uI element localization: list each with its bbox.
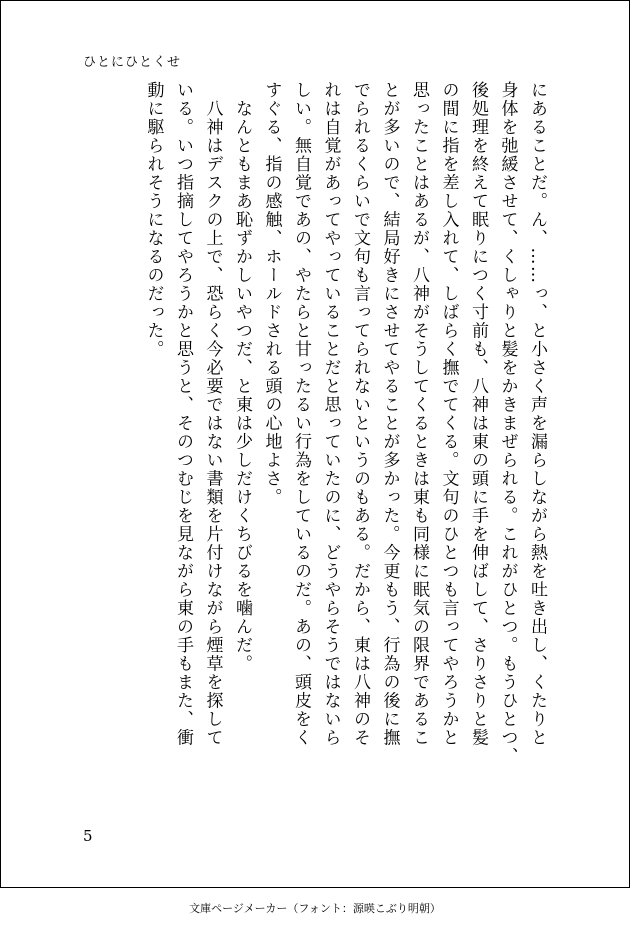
running-header-title: ひとにひとくせ xyxy=(83,55,182,70)
body-text xyxy=(138,81,551,821)
footer-credit: 文庫ページメーカー（フォント：源暎こぶり明朝） xyxy=(189,902,441,915)
page-number: 5 xyxy=(83,827,93,845)
paragraph-1: にあることだ。ん、……っ、と小さく声を漏らしながら熱を吐き出し、くたりと 身体を弛緩させて、くしゃりと髪をかきまぜられる。これがひとつ。もうひとつ、 後処理を終えて眠りにつく寸前も、八神は東の頭に手を伸ばして、さりさりと髪 の間に指を差し入れて、しばらく撫でてくる。文句のひとつも言ってやろうかと 思ったことはあるが、八神がそうしてくるときは東も同様に眠気の限界であるこ とが多いので、結局好きにさせてやることが多かった。今更もう、行為の後に撫 でられるくらいで文句も言ってられないというのもある。だから、東は八神のそ れは自覚があってやっていることだと思っていたのに、どうやらそうではないら しい。無自覚であの、やたらと甘ったるい行為をしているのだ。あの、頭皮をく すぐる、指の感触、ホールドされる頭の心地よさ。 xyxy=(261,81,547,766)
paragraph-3: 八神はデスクの上で、恐らく今必要ではない書類を片付けながら煙草を探して いる。いつ指摘してやろうかと思うと、そのつむじを見ながら東の手もまた、衝 動に駆られそうになるのだった。 xyxy=(143,81,223,747)
paragraph-2: なんともまあ恥ずかしいやつだ、と東は少しだけくちびるを噛んだ。 xyxy=(232,81,252,673)
